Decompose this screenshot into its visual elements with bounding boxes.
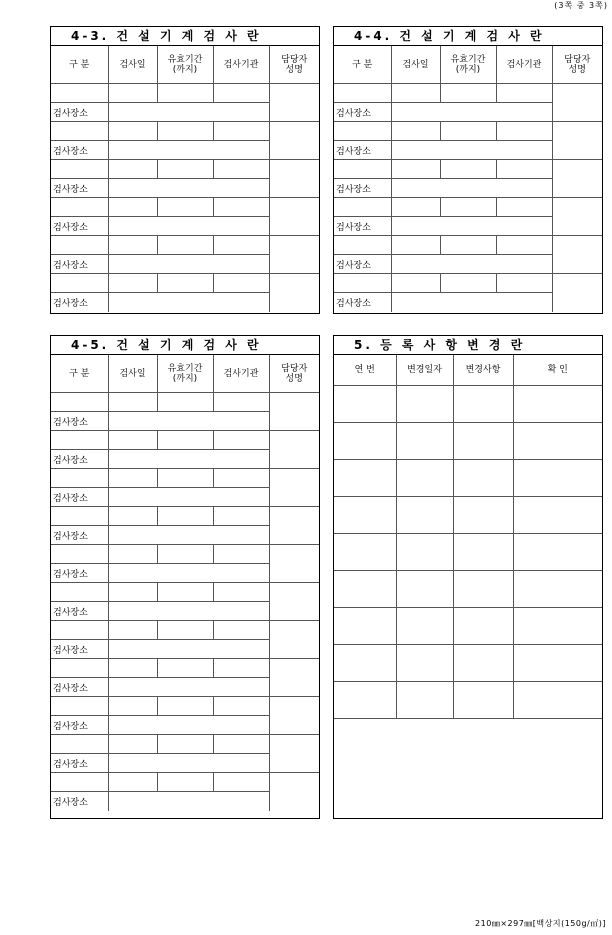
change-row <box>334 682 602 719</box>
staff-name-cell[interactable] <box>269 469 319 507</box>
valid-until-cell[interactable] <box>440 122 496 141</box>
header-inspection-agency: 검사기관 <box>496 46 552 84</box>
inspection-row <box>51 236 319 255</box>
inspection-agency-cell[interactable] <box>213 583 269 602</box>
category-cell[interactable] <box>334 160 391 179</box>
inspection-table <box>51 355 319 811</box>
inspection-date-cell[interactable] <box>108 697 157 716</box>
staff-name-cell[interactable] <box>269 621 319 659</box>
page-number: (3쪽 중 3쪽) <box>554 1 608 10</box>
valid-until-cell[interactable] <box>157 236 213 255</box>
paper-spec: 210㎜×297㎜[백상지(150g/㎡)] <box>475 919 606 928</box>
valid-until-cell[interactable] <box>157 583 213 602</box>
inspection-row <box>51 84 319 103</box>
serial-number-cell[interactable] <box>334 386 396 423</box>
inspection-row <box>334 84 602 103</box>
inspection-date-cell[interactable] <box>108 621 157 640</box>
staff-name-cell[interactable] <box>269 198 319 236</box>
header-staff-name: 담당자 성명 <box>269 355 319 393</box>
inspection-place-value[interactable] <box>108 293 269 312</box>
inspection-date-cell[interactable] <box>108 198 157 217</box>
inspection-place-label: 검사장소 <box>334 103 391 122</box>
change-date-cell[interactable] <box>396 534 453 571</box>
valid-until-cell[interactable] <box>157 545 213 564</box>
inspection-place-value[interactable] <box>108 526 269 545</box>
confirmation-cell[interactable] <box>513 571 602 608</box>
inspection-place-value[interactable] <box>391 293 552 312</box>
valid-until-cell[interactable] <box>157 274 213 293</box>
inspection-place-value[interactable] <box>108 640 269 659</box>
inspection-place-label: 검사장소 <box>51 293 108 312</box>
inspection-place-value[interactable] <box>108 602 269 621</box>
inspection-place-label: 검사장소 <box>51 450 108 469</box>
valid-until-cell[interactable] <box>157 84 213 103</box>
header-valid-until: 유효기간 (까지) <box>157 355 213 393</box>
panel-title: 4-5. 건 설 기 계 검 사 란 <box>51 336 319 355</box>
category-cell[interactable] <box>51 198 108 217</box>
inspection-date-cell[interactable] <box>108 84 157 103</box>
staff-name-cell[interactable] <box>269 735 319 773</box>
inspection-agency-cell[interactable] <box>213 697 269 716</box>
inspection-date-cell[interactable] <box>108 160 157 179</box>
inspection-agency-cell[interactable] <box>496 198 552 217</box>
staff-name-cell[interactable] <box>552 160 602 198</box>
valid-until-cell[interactable] <box>157 160 213 179</box>
change-row <box>334 534 602 571</box>
change-date-cell[interactable] <box>396 423 453 460</box>
change-date-cell[interactable] <box>396 460 453 497</box>
valid-until-cell[interactable] <box>440 198 496 217</box>
category-cell[interactable] <box>51 621 108 640</box>
inspection-place-value[interactable] <box>108 488 269 507</box>
staff-name-cell[interactable] <box>269 160 319 198</box>
inspection-row <box>51 122 319 141</box>
staff-name-cell[interactable] <box>269 122 319 160</box>
inspection-place-value[interactable] <box>108 141 269 160</box>
confirmation-cell[interactable] <box>513 460 602 497</box>
category-cell[interactable] <box>51 697 108 716</box>
inspection-place-value[interactable] <box>108 179 269 198</box>
change-details-cell[interactable] <box>453 645 513 682</box>
change-row <box>334 423 602 460</box>
inspection-row <box>334 274 602 293</box>
category-cell[interactable] <box>51 545 108 564</box>
panel-title: 5. 등 록 사 항 변 경 란 <box>334 336 602 355</box>
inspection-place-value[interactable] <box>391 217 552 236</box>
inspection-place-label: 검사장소 <box>51 792 108 811</box>
inspection-place-value[interactable] <box>108 255 269 274</box>
confirmation-cell[interactable] <box>513 386 602 423</box>
inspection-agency-cell[interactable] <box>496 236 552 255</box>
staff-name-cell[interactable] <box>269 431 319 469</box>
inspection-panel-4-4 <box>333 26 603 314</box>
staff-name-cell[interactable] <box>552 122 602 160</box>
inspection-table <box>334 46 602 312</box>
inspection-date-cell[interactable] <box>108 236 157 255</box>
inspection-row <box>51 198 319 217</box>
serial-number-cell[interactable] <box>334 645 396 682</box>
inspection-agency-cell[interactable] <box>213 431 269 450</box>
inspection-place-label: 검사장소 <box>51 488 108 507</box>
category-cell[interactable] <box>51 735 108 754</box>
inspection-agency-cell[interactable] <box>213 198 269 217</box>
inspection-agency-cell[interactable] <box>213 236 269 255</box>
valid-until-cell[interactable] <box>157 773 213 792</box>
inspection-agency-cell[interactable] <box>213 621 269 640</box>
change-details-cell[interactable] <box>453 497 513 534</box>
change-row <box>334 460 602 497</box>
valid-until-cell[interactable] <box>440 160 496 179</box>
header-category: 구 분 <box>334 46 391 84</box>
inspection-agency-cell[interactable] <box>213 84 269 103</box>
inspection-agency-cell[interactable] <box>213 545 269 564</box>
inspection-row <box>51 507 319 526</box>
valid-until-cell[interactable] <box>157 659 213 678</box>
inspection-panel-4-3 <box>50 26 320 314</box>
inspection-row <box>334 236 602 255</box>
category-cell[interactable] <box>51 236 108 255</box>
inspection-row <box>51 431 319 450</box>
inspection-place-value[interactable] <box>391 179 552 198</box>
header-category: 구 분 <box>51 46 108 84</box>
confirmation-cell[interactable] <box>513 645 602 682</box>
change-details-cell[interactable] <box>453 571 513 608</box>
inspection-row <box>51 393 319 412</box>
inspection-agency-cell[interactable] <box>213 659 269 678</box>
change-details-cell[interactable] <box>453 534 513 571</box>
category-cell[interactable] <box>334 84 391 103</box>
confirmation-cell[interactable] <box>513 497 602 534</box>
change-date-cell[interactable] <box>396 645 453 682</box>
staff-name-cell[interactable] <box>269 583 319 621</box>
category-cell[interactable] <box>51 773 108 792</box>
inspection-place-label: 검사장소 <box>51 103 108 122</box>
inspection-row <box>51 274 319 293</box>
inspection-place-label: 검사장소 <box>51 678 108 697</box>
inspection-place-label: 검사장소 <box>51 255 108 274</box>
inspection-date-cell[interactable] <box>108 469 157 488</box>
inspection-date-cell[interactable] <box>391 198 440 217</box>
inspection-date-cell[interactable] <box>108 122 157 141</box>
staff-name-cell[interactable] <box>269 274 319 312</box>
inspection-date-cell[interactable] <box>108 507 157 526</box>
inspection-row <box>334 198 602 217</box>
valid-until-cell[interactable] <box>440 236 496 255</box>
confirmation-cell[interactable] <box>513 608 602 645</box>
valid-until-cell[interactable] <box>157 198 213 217</box>
valid-until-cell[interactable] <box>157 122 213 141</box>
inspection-place-value[interactable] <box>391 255 552 274</box>
header-category: 구 분 <box>51 355 108 393</box>
valid-until-cell[interactable] <box>440 274 496 293</box>
change-row <box>334 571 602 608</box>
category-cell[interactable] <box>334 236 391 255</box>
inspection-place-label: 검사장소 <box>51 716 108 735</box>
inspection-table <box>51 46 319 312</box>
category-cell[interactable] <box>334 274 391 293</box>
inspection-place-label: 검사장소 <box>334 217 391 236</box>
staff-name-cell[interactable] <box>269 545 319 583</box>
category-cell[interactable] <box>51 431 108 450</box>
category-cell[interactable] <box>51 160 108 179</box>
serial-number-cell[interactable] <box>334 534 396 571</box>
inspection-agency-cell[interactable] <box>213 274 269 293</box>
inspection-place-value[interactable] <box>391 141 552 160</box>
valid-until-cell[interactable] <box>440 84 496 103</box>
inspection-agency-cell[interactable] <box>496 84 552 103</box>
inspection-row <box>51 545 319 564</box>
category-cell[interactable] <box>51 659 108 678</box>
staff-name-cell[interactable] <box>552 84 602 122</box>
inspection-date-cell[interactable] <box>108 583 157 602</box>
inspection-row <box>51 621 319 640</box>
inspection-date-cell[interactable] <box>108 773 157 792</box>
staff-name-cell[interactable] <box>269 393 319 431</box>
change-date-cell[interactable] <box>396 497 453 534</box>
confirmation-cell[interactable] <box>513 423 602 460</box>
category-cell[interactable] <box>51 507 108 526</box>
category-cell[interactable] <box>334 122 391 141</box>
change-row <box>334 386 602 423</box>
staff-name-cell[interactable] <box>269 773 319 811</box>
inspection-date-cell[interactable] <box>108 545 157 564</box>
inspection-date-cell[interactable] <box>108 735 157 754</box>
inspection-agency-cell[interactable] <box>213 773 269 792</box>
header-inspection-agency: 검사기관 <box>213 355 269 393</box>
inspection-place-label: 검사장소 <box>51 141 108 160</box>
valid-until-cell[interactable] <box>157 697 213 716</box>
inspection-place-value[interactable] <box>108 564 269 583</box>
category-cell[interactable] <box>51 469 108 488</box>
category-cell[interactable] <box>51 122 108 141</box>
change-date-cell[interactable] <box>396 571 453 608</box>
panel-title: 4-3. 건 설 기 계 검 사 란 <box>51 27 319 46</box>
serial-number-cell[interactable] <box>334 608 396 645</box>
inspection-date-cell[interactable] <box>391 274 440 293</box>
inspection-place-label: 검사장소 <box>334 141 391 160</box>
serial-number-cell[interactable] <box>334 682 396 719</box>
change-row <box>334 645 602 682</box>
inspection-date-cell[interactable] <box>391 160 440 179</box>
inspection-date-cell[interactable] <box>391 84 440 103</box>
inspection-place-label: 검사장소 <box>51 602 108 621</box>
staff-name-cell[interactable] <box>552 274 602 312</box>
header-inspection-date: 검사일 <box>108 46 157 84</box>
confirmation-cell[interactable] <box>513 682 602 719</box>
panel-title: 4-4. 건 설 기 계 검 사 란 <box>334 27 602 46</box>
change-date-cell[interactable] <box>396 386 453 423</box>
inspection-place-label: 검사장소 <box>51 564 108 583</box>
staff-name-cell[interactable] <box>269 84 319 122</box>
header-change-date: 변경일자 <box>396 355 453 386</box>
valid-until-cell[interactable] <box>157 735 213 754</box>
inspection-place-label: 검사장소 <box>334 179 391 198</box>
inspection-agency-cell[interactable] <box>213 735 269 754</box>
inspection-place-value[interactable] <box>108 754 269 773</box>
header-valid-until: 유효기간 (까지) <box>157 46 213 84</box>
inspection-date-cell[interactable] <box>391 122 440 141</box>
valid-until-cell[interactable] <box>157 431 213 450</box>
valid-until-cell[interactable] <box>157 507 213 526</box>
inspection-place-label: 검사장소 <box>51 217 108 236</box>
inspection-agency-cell[interactable] <box>213 160 269 179</box>
inspection-row <box>51 659 319 678</box>
inspection-agency-cell[interactable] <box>496 160 552 179</box>
header-valid-until: 유효기간 (까지) <box>440 46 496 84</box>
inspection-date-cell[interactable] <box>108 393 157 412</box>
inspection-place-label: 검사장소 <box>51 754 108 773</box>
inspection-date-cell[interactable] <box>108 659 157 678</box>
change-details-cell[interactable] <box>453 460 513 497</box>
inspection-row <box>51 735 319 754</box>
header-inspection-date: 검사일 <box>108 355 157 393</box>
inspection-place-value[interactable] <box>108 412 269 431</box>
category-cell[interactable] <box>51 84 108 103</box>
staff-name-cell[interactable] <box>269 507 319 545</box>
inspection-place-value[interactable] <box>108 678 269 697</box>
category-cell[interactable] <box>334 198 391 217</box>
inspection-agency-cell[interactable] <box>213 507 269 526</box>
header-staff-name: 담당자 성명 <box>269 46 319 84</box>
staff-name-cell[interactable] <box>269 659 319 697</box>
category-cell[interactable] <box>51 583 108 602</box>
inspection-place-value[interactable] <box>108 217 269 236</box>
inspection-place-label: 검사장소 <box>51 640 108 659</box>
inspection-date-cell[interactable] <box>108 274 157 293</box>
serial-number-cell[interactable] <box>334 497 396 534</box>
inspection-place-value[interactable] <box>108 792 269 811</box>
inspection-place-value[interactable] <box>108 450 269 469</box>
change-details-cell[interactable] <box>453 386 513 423</box>
inspection-agency-cell[interactable] <box>496 122 552 141</box>
inspection-agency-cell[interactable] <box>496 274 552 293</box>
staff-name-cell[interactable] <box>269 697 319 735</box>
serial-number-cell[interactable] <box>334 423 396 460</box>
header-confirmation: 확 인 <box>513 355 602 386</box>
inspection-row <box>51 697 319 716</box>
change-details-cell[interactable] <box>453 682 513 719</box>
serial-number-cell[interactable] <box>334 460 396 497</box>
inspection-agency-cell[interactable] <box>213 393 269 412</box>
category-cell[interactable] <box>51 393 108 412</box>
inspection-panel-4-5 <box>50 335 320 819</box>
inspection-row <box>51 583 319 602</box>
inspection-place-label: 검사장소 <box>334 255 391 274</box>
header-inspection-agency: 검사기관 <box>213 46 269 84</box>
inspection-place-label: 검사장소 <box>51 526 108 545</box>
serial-number-cell[interactable] <box>334 571 396 608</box>
inspection-place-value[interactable] <box>108 103 269 122</box>
staff-name-cell[interactable] <box>552 198 602 236</box>
inspection-row <box>51 469 319 488</box>
inspection-row <box>334 122 602 141</box>
category-cell[interactable] <box>51 274 108 293</box>
change-details-cell[interactable] <box>453 423 513 460</box>
header-staff-name: 담당자 성명 <box>552 46 602 84</box>
inspection-place-label: 검사장소 <box>51 412 108 431</box>
inspection-date-cell[interactable] <box>108 431 157 450</box>
inspection-place-value[interactable] <box>108 716 269 735</box>
change-table <box>334 355 602 719</box>
change-row <box>334 608 602 645</box>
inspection-place-value[interactable] <box>391 103 552 122</box>
valid-until-cell[interactable] <box>157 621 213 640</box>
confirmation-cell[interactable] <box>513 534 602 571</box>
change-details-cell[interactable] <box>453 608 513 645</box>
change-date-cell[interactable] <box>396 608 453 645</box>
inspection-place-label: 검사장소 <box>334 293 391 312</box>
inspection-row <box>334 160 602 179</box>
inspection-row <box>51 160 319 179</box>
inspection-agency-cell[interactable] <box>213 122 269 141</box>
inspection-agency-cell[interactable] <box>213 469 269 488</box>
change-row <box>334 497 602 534</box>
staff-name-cell[interactable] <box>269 236 319 274</box>
header-serial-number: 연 번 <box>334 355 396 386</box>
valid-until-cell[interactable] <box>157 469 213 488</box>
change-date-cell[interactable] <box>396 682 453 719</box>
header-inspection-date: 검사일 <box>391 46 440 84</box>
inspection-row <box>51 773 319 792</box>
header-change-details: 변경사항 <box>453 355 513 386</box>
inspection-place-label: 검사장소 <box>51 179 108 198</box>
registration-change-panel <box>333 335 603 819</box>
inspection-date-cell[interactable] <box>391 236 440 255</box>
staff-name-cell[interactable] <box>552 236 602 274</box>
valid-until-cell[interactable] <box>157 393 213 412</box>
